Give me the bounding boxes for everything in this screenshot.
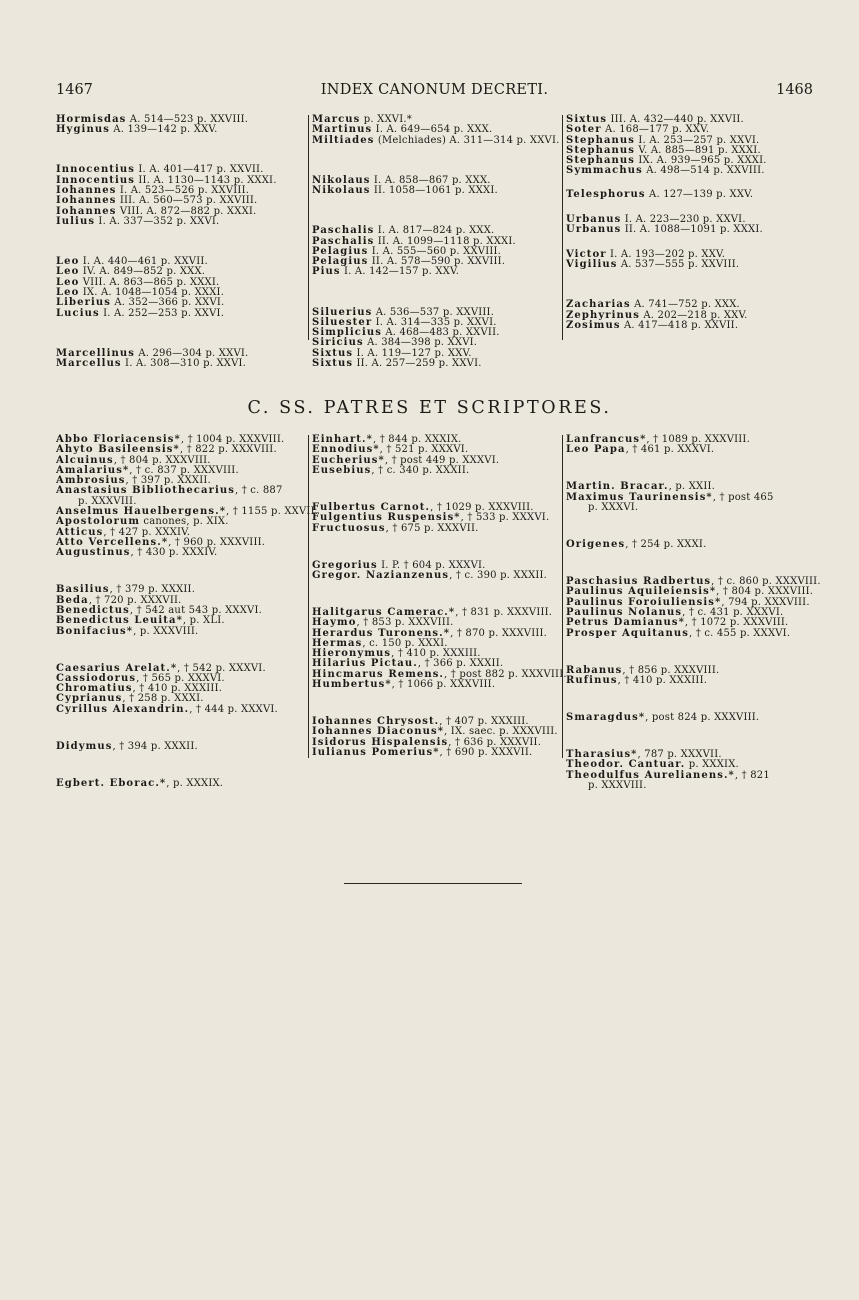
page-number-right: 1468 <box>776 82 813 98</box>
entry-name: Haymo <box>312 617 357 629</box>
entry-gap <box>566 177 816 190</box>
index-column-1 <box>56 434 319 789</box>
entry-reference: p. XXVI.* <box>360 114 412 125</box>
index-entry <box>312 524 564 534</box>
entry-name: Nikolaus <box>312 185 371 197</box>
entry-name: Prosper Aquitanus <box>566 627 689 639</box>
entry-reference: , † 427 p. XXXIV. <box>103 526 191 538</box>
entry-reference: I. P. † 604 p. XXXVI. <box>377 559 486 571</box>
entry-name: Hermas <box>312 637 363 649</box>
entry-name: Nikolaus <box>312 174 371 186</box>
entry-name: Iohannes <box>56 205 117 217</box>
index-entry <box>566 540 816 550</box>
entry-name: Miltiades <box>312 134 375 146</box>
entry-reference: , † 410 p. XXXIII. <box>617 674 708 686</box>
entry-name: Pelagius <box>312 245 369 257</box>
entry-reference: , † 407 p. XXXIII. <box>439 716 529 728</box>
entry-reference: , † 831 p. XXXVIII. <box>455 606 553 618</box>
entry-name: Paulinus Nolanus <box>566 606 683 618</box>
entry-name: Paulinus Aquileiensis* <box>566 586 717 598</box>
index-entry <box>56 705 304 715</box>
entry-reference: , † 636 p. XXXVII. <box>448 736 542 748</box>
entry-reference: , † 804 p. XXXVIII. <box>716 586 814 598</box>
index-entry <box>566 166 816 176</box>
entry-name: Stephanus <box>566 155 636 167</box>
entry-name: Theodor. Cantuar. <box>566 759 686 771</box>
entry-reference: II. 1058—1061 p. XXXI. <box>370 185 498 197</box>
index-column-3 <box>564 115 816 331</box>
entry-gap <box>56 136 304 166</box>
entry-reference: , † 690 p. XXXVII. <box>439 747 533 758</box>
entry-name: Leo <box>56 286 80 298</box>
entry-reference: , † 804 p. XXXVIII. <box>113 454 211 466</box>
entry-reference: , † 1072 p. XXXVIII. <box>684 617 789 629</box>
entry-name: Benedictus Leuita* <box>56 615 183 627</box>
entry-gap <box>312 476 564 503</box>
entry-reference: A. 384—398 p. XXVI. <box>363 337 478 349</box>
entry-name: Leo Papa <box>566 444 626 456</box>
entry-name: Victor <box>566 248 607 260</box>
index-column-3 <box>564 434 821 791</box>
entry-name: Augustinus <box>56 547 131 559</box>
index-entry <box>566 260 816 270</box>
entry-name: Paschalis <box>312 235 375 247</box>
entry-name: Smaragdus* <box>566 711 646 723</box>
entry-name: Tharasius* <box>566 749 638 761</box>
entry-reference: A. 296—304 p. XXVI. <box>134 347 249 359</box>
entry-name: Leo <box>56 276 80 288</box>
index-entry <box>566 225 816 235</box>
entry-reference: , † c. 837 p. XXXVIII. <box>129 464 239 476</box>
entry-gap <box>566 456 816 483</box>
index-entry <box>566 713 816 723</box>
entry-reference: , † 533 p. XXXVI. <box>460 512 550 524</box>
entry-name: Anselmus Hauelbergens.* <box>56 506 227 518</box>
entry-name: Herardus Turonens.* <box>312 627 451 639</box>
entry-gap <box>566 639 816 666</box>
entry-name: Alcuinus <box>56 454 114 466</box>
entry-reference: , † 394 p. XXXII. <box>112 740 198 752</box>
entry-name: Leo <box>56 256 80 268</box>
index-entry <box>56 548 304 558</box>
page-header <box>56 82 813 102</box>
entry-reference: I. A. 119—127 p. XXV. <box>353 347 472 359</box>
column-divider <box>308 435 309 758</box>
entry-reference: , † 254 p. XXXI. <box>625 539 707 551</box>
entry-name: Urbanus <box>566 213 622 225</box>
entry-reference: III. A. 432—440 p. XXVII. <box>607 114 744 125</box>
entry-reference: IX. A. 1048—1054 p. XXXI. <box>79 286 225 298</box>
entry-name: Paulinus Foroiuliensis* <box>566 596 722 608</box>
entry-reference: I. A. 337—352 p. XXVI. <box>95 215 220 227</box>
entry-name: Beda <box>56 594 89 606</box>
index-column-2 <box>310 434 567 758</box>
entry-reference: I. A. 308—310 p. XXVI. <box>121 358 247 370</box>
entry-reference: I. A. 401—417 p. XXVII. <box>135 164 264 176</box>
entry-reference: p. XXXVI. <box>588 501 639 513</box>
entry-gap <box>566 723 816 750</box>
index-entry <box>312 359 564 369</box>
entry-reference: A. 741—752 p. XXX. <box>630 299 740 311</box>
entry-gap <box>56 715 304 742</box>
entry-name: Hormisdas <box>56 114 127 125</box>
entry-reference: A. 168—177 p. XXV. <box>601 124 710 136</box>
entry-reference: A. 514—523 p. XXVIII. <box>126 114 249 125</box>
entry-gap <box>56 319 304 349</box>
index-entry <box>566 321 816 331</box>
entry-reference: , † c. 455 p. XXXVI. <box>688 627 791 639</box>
entry-name: Eusebius <box>312 464 372 476</box>
entry-gap <box>312 534 564 561</box>
entry-name: Sixtus <box>566 114 608 125</box>
entry-gap <box>312 690 564 717</box>
entry-name: Cassiodorus <box>56 672 137 684</box>
entry-name: Innocentius <box>56 174 136 186</box>
entry-name: Leo <box>56 266 80 278</box>
entry-reference: , † 397 p. XXXII. <box>125 475 211 487</box>
entry-reference: I. A. 858—867 p. XXX. <box>370 174 491 186</box>
entry-reference: , † 366 p. XXXII. <box>417 658 504 670</box>
entry-reference: , c. 150 p. XXXI. <box>362 637 448 649</box>
index-entry <box>56 309 304 319</box>
entry-reference: , † 565 p. XXXVI. <box>136 672 225 684</box>
entry-name: Martin. Bracar. <box>566 481 669 493</box>
entry-reference: , † 1066 p. XXXVIII. <box>391 679 496 691</box>
entry-reference: , † 856 p. XXXVIII. <box>622 664 720 676</box>
index-entry <box>312 466 564 476</box>
entry-name: Innocentius <box>56 164 136 176</box>
entry-reference: A. 536—537 p. XXVIII. <box>372 306 495 318</box>
index-entry <box>566 503 816 513</box>
entry-name: Cyrillus Alexandrin. <box>56 703 190 715</box>
column-divider <box>308 115 309 340</box>
entry-name: Basilius <box>56 584 110 596</box>
entry-name: Iohannes <box>56 185 117 197</box>
entry-reference: , † 444 p. XXXVI. <box>189 703 278 715</box>
entry-gap <box>56 559 304 586</box>
index-entry <box>566 190 816 200</box>
index-entry <box>56 742 304 752</box>
entry-name: Paschalis <box>312 225 375 237</box>
entry-reference: I. A. 314—335 p. XXVI. <box>372 316 497 328</box>
entry-name: Maximus Taurinensis* <box>566 491 713 503</box>
page-number-left: 1467 <box>56 82 93 98</box>
entry-reference: p. XXXVIII. <box>78 495 137 507</box>
entry-name: Marcellus <box>56 358 122 370</box>
entry-name: Stephanus <box>566 134 636 146</box>
entry-name: Sixtus <box>312 358 354 370</box>
entry-name: Benedictus <box>56 604 130 616</box>
entry-reference: , p. XXXIX. <box>166 777 224 789</box>
index-entry <box>566 781 816 791</box>
entry-name: Didymus <box>56 740 113 752</box>
entry-reference: p. XXXIX. <box>685 759 739 771</box>
entry-gap <box>56 637 304 664</box>
entry-name: Caesarius Arelat.* <box>56 662 178 674</box>
entry-reference: A. 139—142 p. XXV. <box>109 124 218 136</box>
index-entry <box>56 125 304 135</box>
entry-reference: , † 430 p. XXXIV. <box>130 547 218 559</box>
entry-reference: , † 1089 p. XXXVIII. <box>646 434 750 445</box>
entry-reference: V. A. 885—891 p. XXXI. <box>635 144 761 156</box>
entry-reference: I. A. 253—257 p. XXVI. <box>635 134 760 146</box>
entry-gap <box>312 581 564 608</box>
entry-name: Siluester <box>312 316 373 328</box>
index-entry <box>312 136 564 146</box>
entry-name: Atticus <box>56 526 104 538</box>
entry-reference: , † 410 p. XXXIII. <box>391 648 481 660</box>
entry-name: Hilarius Pictau. <box>312 658 418 670</box>
entry-name: Simplicius <box>312 327 382 339</box>
entry-reference: , † 821 <box>734 769 770 781</box>
entry-name: Zacharias <box>566 299 631 311</box>
entry-reference: II. A. 257—259 p. XXVI. <box>353 358 482 370</box>
index-entry <box>312 267 564 277</box>
entry-reference: , † c. 860 p. XXXVIII. <box>711 576 821 588</box>
entry-name: Vigilius <box>566 259 618 271</box>
index-column-2 <box>310 115 564 369</box>
entry-reference: , † 844 p. XXXIX. <box>372 434 462 445</box>
entry-name: Lanfrancus* <box>566 434 647 445</box>
entry-reference: , † post 465 <box>712 491 774 503</box>
entry-name: Sixtus <box>312 347 354 359</box>
entry-name: Einhart.* <box>312 434 373 445</box>
entry-reference: I. A. 142—157 p. XXV. <box>340 266 460 278</box>
entry-reference: IV. A. 849—852 p. XXX. <box>79 266 206 278</box>
entry-gap <box>566 550 816 577</box>
entry-name: Ahyto Basileensis* <box>56 444 180 456</box>
index-entry <box>312 186 564 196</box>
entry-name: Halitgarus Camerac.* <box>312 606 456 618</box>
section-title: C. SS. PATRES ET SCRIPTORES. <box>247 398 612 418</box>
entry-name: Ambrosius <box>56 475 126 487</box>
entry-reference: , p. XLI. <box>182 615 225 627</box>
index-entry <box>566 445 816 455</box>
entry-name: Apostolorum <box>56 516 141 528</box>
entry-reference: , † 542 p. XXXVI. <box>177 662 266 674</box>
entry-gap <box>566 235 816 249</box>
entry-reference: , † 960 p. XXXVIII. <box>168 536 266 548</box>
entry-reference: , † 1029 p. XXXVIII. <box>430 501 534 513</box>
entry-gap <box>56 752 304 779</box>
index-entry <box>56 627 304 637</box>
entry-reference: , † c. 340 p. XXXII. <box>371 464 470 476</box>
entry-name: Paschasius Radbertus <box>566 576 712 588</box>
entry-reference: II. A. 1099—1118 p. XXXI. <box>374 235 516 247</box>
entry-name: Zephyrinus <box>566 309 640 321</box>
index-entry <box>56 359 304 369</box>
entry-name: Symmachus <box>566 165 643 177</box>
entry-name: Chromatius <box>56 683 133 695</box>
entry-gap <box>566 270 816 300</box>
entry-name: Gregorius <box>312 559 378 571</box>
entry-gap <box>312 278 564 308</box>
entry-reference: , † 853 p. XXXVIII. <box>356 617 454 629</box>
entry-name: Gregor. Nazianzenus <box>312 569 450 581</box>
entry-name: Theodulfus Aurelianens.* <box>566 769 735 781</box>
entry-reference: , † 379 p. XXXII. <box>109 584 196 596</box>
entry-reference: , 794 p. XXXVIII. <box>721 596 810 608</box>
entry-name: Martinus <box>312 124 373 136</box>
entry-name: Isidorus Hispalensis <box>312 736 449 748</box>
entry-reference: I. A. 252—253 p. XXVI. <box>99 307 225 319</box>
entry-reference: III. A. 560—573 p. XXVIII. <box>116 195 258 207</box>
entry-reference: , p. XXXVIII. <box>133 625 199 637</box>
entry-reference: , † c. 887 <box>234 485 283 497</box>
entry-reference: , post 824 p. XXXVIII. <box>645 711 760 723</box>
entry-name: Amalarius* <box>56 464 130 476</box>
entry-reference: A. 498—514 p. XXVIII. <box>642 165 765 177</box>
index-entry <box>312 748 564 758</box>
entry-reference: A. 537—555 p. XXVIII. <box>617 259 740 271</box>
entry-name: Hieronymus <box>312 648 392 660</box>
entry-reference: , p. XXII. <box>668 481 716 493</box>
entry-reference: A. 202—218 p. XXV. <box>639 309 748 321</box>
entry-name: Soter <box>566 124 602 136</box>
entry-name: Eucherius* <box>312 454 385 466</box>
entry-reference: II. A. 578—590 p. XXVIII. <box>368 256 506 268</box>
entry-reference: A. 352—366 p. XXVI. <box>110 297 225 309</box>
entry-name: Abbo Floriacensis* <box>56 434 181 445</box>
entry-name: Iohannes Chrysost. <box>312 716 440 728</box>
entry-name: Bonifacius* <box>56 625 134 637</box>
index-column-1 <box>56 115 304 369</box>
entry-name: Hincmarus Remens. <box>312 668 445 680</box>
entry-name: Rabanus <box>566 664 623 676</box>
entry-reference: I. A. 440—461 p. XXVII. <box>79 256 208 268</box>
entry-reference: , † 258 p. XXXI. <box>122 693 204 705</box>
running-title: INDEX CANONUM DECRETI. <box>320 82 549 98</box>
index-entry <box>312 680 564 690</box>
entry-reference: , † c. 390 p. XXXII. <box>449 569 548 581</box>
entry-gap <box>312 196 564 226</box>
entry-reference: , † c. 431 p. XXXVI. <box>682 606 784 618</box>
index-entry <box>312 571 564 581</box>
entry-reference: II. A. 1130—1143 p. XXXI. <box>135 174 277 186</box>
entry-gap <box>56 227 304 257</box>
entry-reference: p. XXXVIII. <box>588 779 647 791</box>
entry-name: Iohannes Diaconus* <box>312 726 445 738</box>
entry-reference: , † 542 aut 543 p. XXXVI. <box>129 604 262 616</box>
entry-name: Atto Vercellens.* <box>56 536 169 548</box>
index-section-popes <box>56 114 813 370</box>
entry-name: Fructuosus <box>312 522 386 534</box>
entry-name: Anastasius Bibliothecarius <box>56 485 235 497</box>
entry-name: Hyginus <box>56 124 110 136</box>
entry-reference: , † 822 p. XXXVIII. <box>179 444 277 456</box>
entry-gap <box>312 146 564 176</box>
entry-name: Urbanus <box>566 224 622 236</box>
entry-reference: , † 720 p. XXXVII. <box>88 594 182 606</box>
index-entry <box>566 629 816 639</box>
entry-reference: , † 870 p. XXXVIII. <box>450 627 548 639</box>
entry-reference: , † 461 p. XXXVI. <box>625 444 715 456</box>
entry-reference: , † post 449 p. XXXVI. <box>384 454 500 466</box>
entry-gap <box>566 686 816 713</box>
entry-reference: VIII. A. 863—865 p. XXXI. <box>79 276 220 288</box>
entry-reference: , 787 p. XXXVII. <box>637 749 722 761</box>
entry-reference: canones, p. XIX. <box>140 516 229 528</box>
entry-name: Origenes <box>566 539 626 551</box>
entry-reference: I. A. 193—202 p. XXV. <box>606 248 726 260</box>
entry-reference: , † 521 p. XXXVI. <box>379 444 469 456</box>
index-entry <box>56 217 304 227</box>
entry-reference: (Melchiades) A. 311—314 p. XXVI. <box>374 134 560 146</box>
entry-reference: , † post 882 p. XXXVIII. <box>444 668 567 680</box>
entry-name: Liberius <box>56 297 111 309</box>
entry-name: Fulgentius Ruspensis* <box>312 512 461 524</box>
entry-reference: , † 410 p. XXXIII. <box>132 683 223 695</box>
entry-name: Ennodius* <box>312 444 380 456</box>
column-divider <box>562 435 563 758</box>
entry-reference: I. A. 649—654 p. XXX. <box>372 124 493 136</box>
entry-name: Humbertus* <box>312 679 392 691</box>
entry-name: Iulianus Pomerius* <box>312 747 440 758</box>
entry-reference: I. A. 555—560 p. XXVIII. <box>368 245 502 257</box>
entry-name: Lucius <box>56 307 100 319</box>
entry-reference: A. 468—483 p. XXVII. <box>381 327 500 339</box>
entry-reference: VIII. A. 872—882 p. XXXI. <box>116 205 257 217</box>
entry-reference: , † 675 p. XXXVII. <box>385 522 479 534</box>
entry-name: Zosimus <box>566 319 621 331</box>
entry-name: Marcus <box>312 114 361 125</box>
entry-name: Fulbertus Carnot. <box>312 501 431 513</box>
entry-reference: II. A. 1088—1091 p. XXXI. <box>621 224 763 236</box>
index-entry <box>566 676 816 686</box>
entry-name: Siricius <box>312 337 364 349</box>
entry-name: Pelagius <box>312 256 369 268</box>
entry-reference: , IX. saec. p. XXXVIII. <box>444 726 558 738</box>
entry-gap <box>566 513 816 540</box>
index-entry <box>56 779 304 789</box>
closing-rule <box>344 883 522 884</box>
entry-name: Egbert. Eborac.* <box>56 777 167 789</box>
entry-reference: , † 1004 p. XXXVIII. <box>180 434 285 445</box>
entry-reference: IX. A. 939—965 p. XXXI. <box>635 155 767 167</box>
entry-reference: A. 127—139 p. XXV. <box>645 189 754 201</box>
entry-reference: A. 417—418 p. XXVII. <box>620 319 739 331</box>
entry-name: Pius <box>312 266 341 278</box>
entry-name: Iulius <box>56 215 96 227</box>
entry-name: Telesphorus <box>566 189 646 201</box>
entry-name: Stephanus <box>566 144 636 156</box>
entry-reference: I. A. 223—230 p. XXVI. <box>621 213 746 225</box>
entry-name: Cyprianus <box>56 693 123 705</box>
entry-name: Iohannes <box>56 195 117 207</box>
entry-reference: I. A. 817—824 p. XXX. <box>374 225 495 237</box>
column-divider <box>562 115 563 340</box>
entry-name: Siluerius <box>312 306 373 318</box>
entry-name: Rufinus <box>566 674 618 686</box>
entry-name: Petrus Damianus* <box>566 617 685 629</box>
entry-reference: I. A. 523—526 p. XXVIII. <box>116 185 250 197</box>
entry-name: Marcellinus <box>56 347 135 359</box>
entry-gap <box>566 200 816 214</box>
entry-reference: , † 1155 p. XXVII. <box>226 506 319 518</box>
index-section-fathers <box>56 434 821 791</box>
